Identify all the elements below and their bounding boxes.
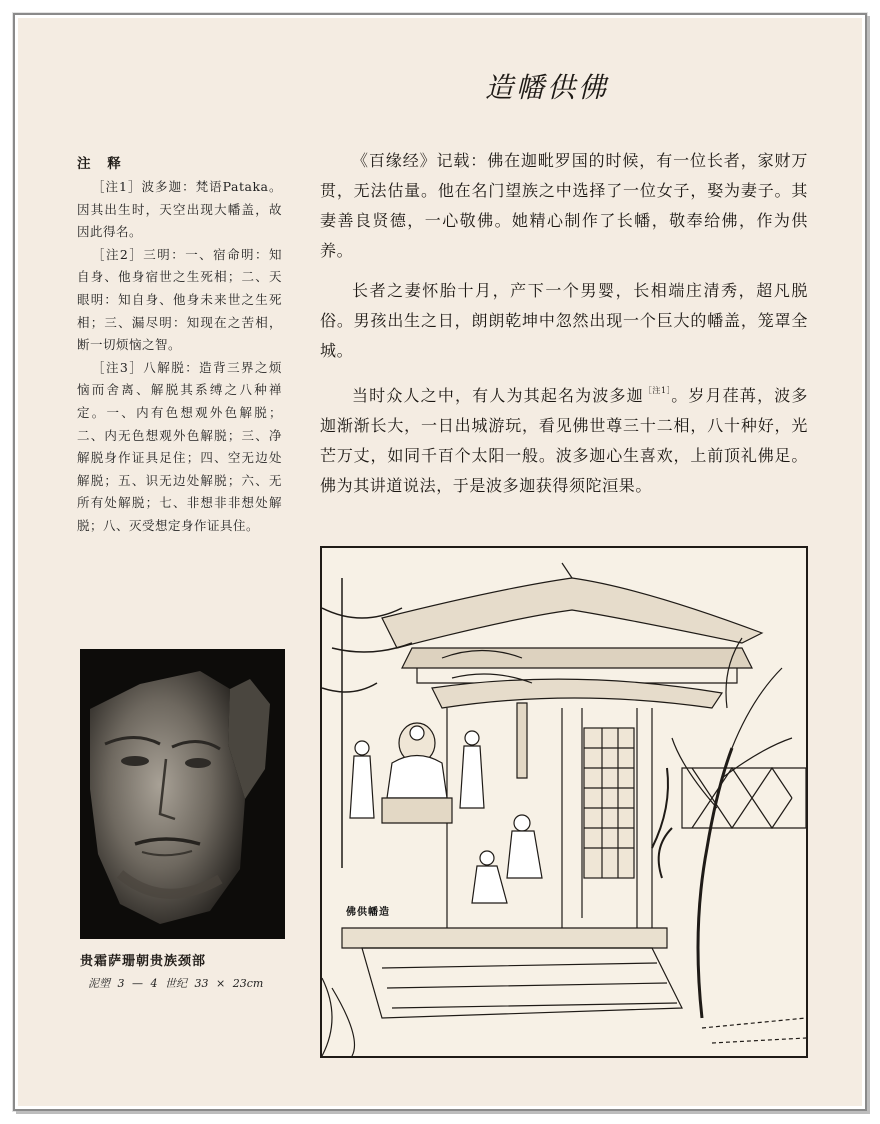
footnote-ref: ［注1］ [643,386,672,395]
note-item: ［注3］八解脱：造背三界之烦恼而舍离、解脱其系缚之八种禅定。一、内有色想观外色解脱；二、内无色想观外色解脱；三、净解脱身作证具足住；四、空无边处解脱；五、识无边处解脱；六、无所有处解脱；七、非想非非想处解脱；八、灭受想定身作证具住。 [77,359,282,533]
photo-details [88,975,263,991]
page-title: 造幡供佛 [485,71,610,104]
sculpture-photo [80,649,285,939]
note-item: ［注1］波多迦：梵语Pataka。因其出生时，天空出现大幡盖，故因此得名。 [77,179,282,240]
woodcut-inscription: 佛供幡造 [344,903,392,918]
paragraph-1: 《百缘经》记载：佛在迦毗罗国的时候，有一位长者，家财万贯，无法估量。他在名门望族之中选择了一位女子，娶为妻子。其妻善良贤德，一心敬佛。她精心制作了长幡，敬奉给佛，作为供养。 [320,151,808,260]
notes-list [77,176,282,538]
photo-size: 33 × 23cm [194,977,264,990]
photo-period: 3 — 4 世纪 [117,977,187,990]
paragraph-3-end: 。岁月荏苒，波多迦渐渐长大，一日出城游玩，看见佛世尊三十二相，八十种好，光芒万丈，如同千百个太阳一般。波多迦心生喜欢，上前顶礼佛足。佛为其讲道说法，于是波多迦获得须陀洹果。 [320,386,809,495]
woodcut-illustration [320,546,808,1058]
paragraph-3-start: 当时众人之中，有人为其起名为波多迦 [352,386,644,405]
main-text [320,146,808,511]
notes-heading: 注 释 [77,156,127,172]
paragraph-3 [320,376,808,501]
paragraph-2: 长者之妻怀胎十月，产下一个男婴，长相端庄清秀，超凡脱俗。男孩出生之日，朗朗乾坤中忽然出现一个巨大的幡盖，笼罩全城。 [320,281,808,360]
photo-caption: 贵霜萨珊朝贵族颈部 [80,954,207,969]
note-item: ［注2］三明：一、宿命明：知自身、他身宿世之生死相；二、天眼明：知自身、他身未来世之生死相；三、漏尽明：知现在之苦相，断一切烦恼之智。 [77,246,282,353]
photo-material: 泥塑 [88,977,110,990]
sculpture-head-image [80,649,285,939]
temple-scene-drawing [322,548,806,1056]
